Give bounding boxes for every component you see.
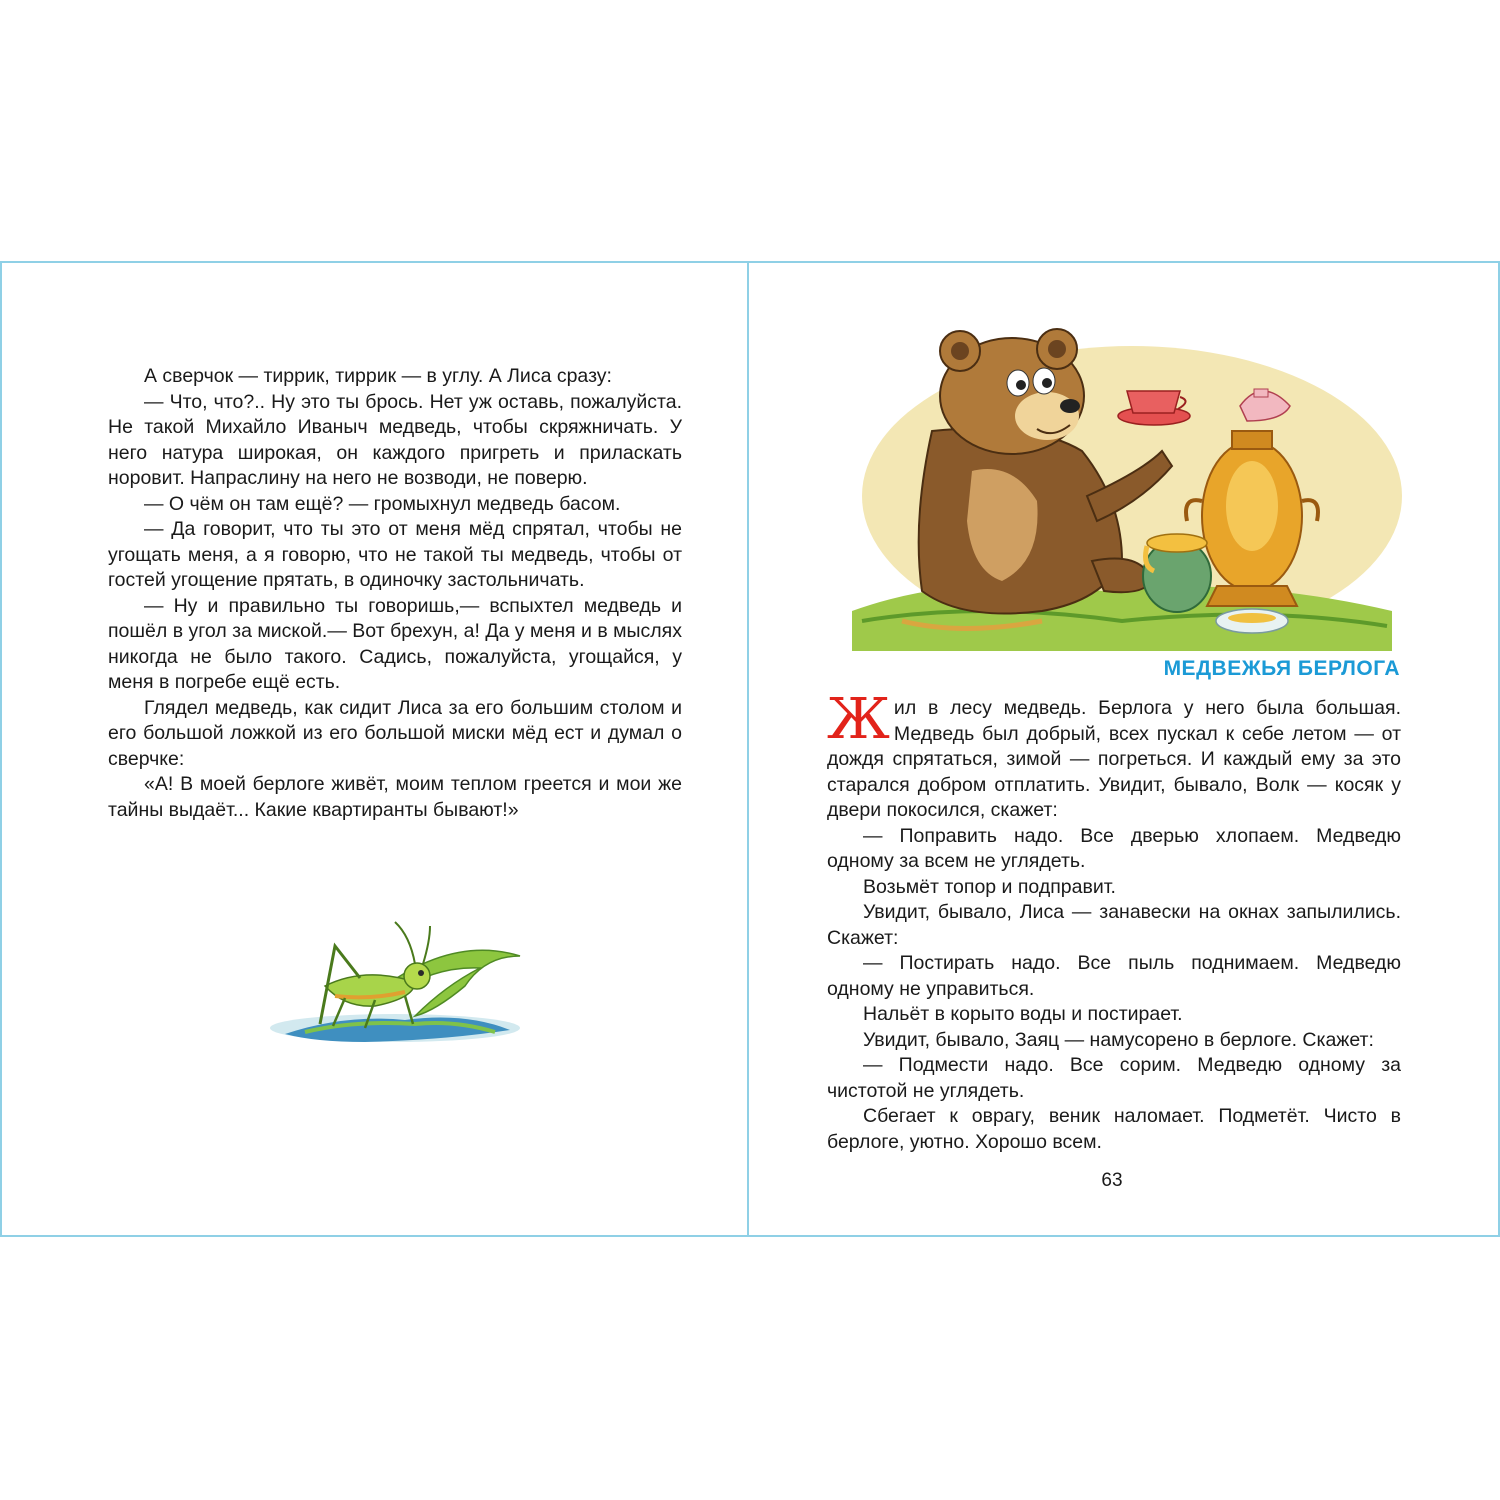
story-title: МЕДВЕЖЬЯ БЕРЛОГА bbox=[1163, 657, 1400, 680]
bear-illustration bbox=[842, 321, 1402, 651]
paragraph: — О чём он там ещё? — громыхнул медведь басом. bbox=[144, 492, 621, 515]
paragraph: — Да говорит, что ты это от меня мёд спрятал, чтобы не угощать меня, а я говорю, что не такой ты медведь, чтобы от гостей угощение прятать, в одиночку застольничать. bbox=[108, 518, 682, 591]
paragraph: А сверчок — тиррик, тиррик — в углу. А Лиса сразу: bbox=[144, 365, 612, 387]
page-number: 63 bbox=[1101, 1170, 1123, 1191]
right-page-text bbox=[827, 687, 1401, 1155]
paragraph: — Подмести надо. Все сорим. Медведю одному за чистотой не углядеть. bbox=[827, 1054, 1401, 1102]
paragraph: — Что, что?.. Ну это ты брось. Нет уж оставь, пожалуйста. Не такой Михайло Иваныч медведь, чтобы скряжничать. У него натура широкая, он каждого пригреть и приласкать норовит. Напраслину на него не возводи, не поверю. bbox=[108, 390, 682, 489]
paragraph: Глядел медведь, как сидит Лиса за его большим столом и его большой ложкой из его большой миски мёд ест и думал о сверчке: bbox=[108, 696, 682, 770]
left-page-text bbox=[108, 364, 682, 823]
first-paragraph-text: ил в лесу медведь. Берлога у него была большая. Медведь был добрый, всех пускал к себе летом — от дождя спрятаться, зимой — погреться. И каждый ему за это старался добром отплатить. Увидит, бывало, Волк — косяк у двери покосился, скажет: bbox=[827, 697, 1401, 821]
cricket-illustration bbox=[265, 916, 530, 1046]
first-paragraph bbox=[827, 687, 1401, 824]
paragraph: Нальёт в корыто воды и постирает. bbox=[863, 1003, 1183, 1025]
paragraph: — Ну и правильно ты говоришь,— вспыхтел медведь и пошёл в угол за миской.— Вот брехун, а! Да у меня и в мыслях никогда не было такого. Садись, пожалуйста, угощайся, у меня в погребе ещё есть. bbox=[108, 594, 682, 693]
paragraph: — Поправить надо. Все дверью хлопаем. Медведю одному за всем не углядеть. bbox=[827, 824, 1401, 872]
paragraph: Сбегает к оврагу, веник наломает. Подметёт. Чисто в берлоге, уютно. Хорошо всем. bbox=[827, 1105, 1401, 1153]
paragraph: Возьмёт топор и подправит. bbox=[863, 875, 1116, 898]
paragraph: «А! В моей берлоге живёт, моим теплом греется и мои же тайны выдаёт... Какие квартиранты бывают!» bbox=[108, 773, 682, 821]
paragraph: Увидит, бывало, Заяц — намусорено в берлоге. Скажет: bbox=[863, 1028, 1374, 1051]
dropcap-letter: Ж bbox=[827, 687, 890, 752]
paragraph: — Постирать надо. Все пыль поднимаем. Медведю одному не управиться. bbox=[827, 952, 1401, 1000]
paragraph: Увидит, бывало, Лиса — занавески на окнах запылились. Скажет: bbox=[827, 901, 1401, 949]
